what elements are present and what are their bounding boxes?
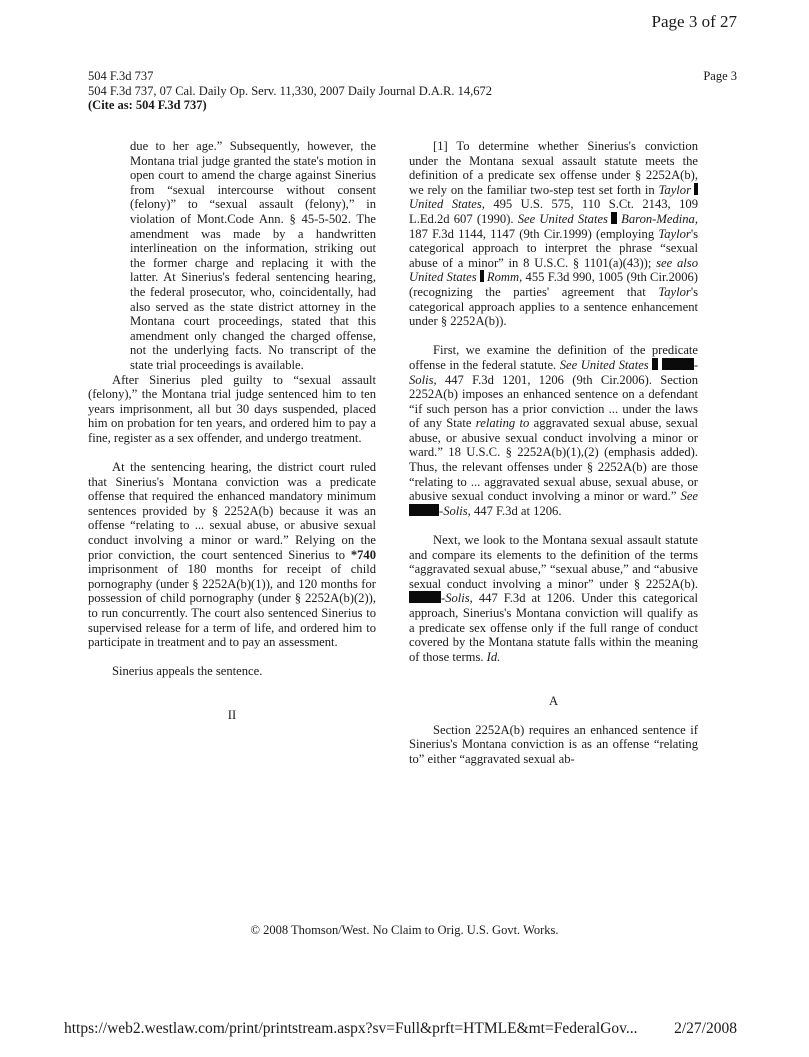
reporter-citation: 504 F.3d 737 (88, 69, 154, 83)
cite-as: (Cite as: 504 F.3d 737) (88, 98, 207, 112)
paragraph: Sinerius appeals the sentence. (112, 664, 263, 679)
paragraph: After Sinerius pled guilty to “sexual assault (felony),” the Montana trial judge sentenced him to ten years imprisonment, all but 30 days suspended, placed him on probation for ten years, and ordered him to pay a fine, register as a sex offender, and undergo treatment. (88, 372, 376, 445)
redaction (409, 504, 439, 516)
paragraph: At the sentencing hearing, the district court ruled that Sinerius's Montana conviction was a predicate offense that required the enhanced mandatory minimum sentences provided by § 2252A(b) because it was an offense “relating to ... sexual abuse, or abusive sexual conduct involving a minor or ward.” Relying on the prior conviction, the court sentenced Sinerius to *740 imprisonment of 180 months for receipt of child pornography (under § 2252A(b)(1)), and 120 months for possession of child pornography (under § 2252A(b)(2)), to run concurrently. The court also sentenced Sinerius to supervised release for a term of life, and ordered him to participate in treatment and to pay an assessment. (88, 460, 376, 650)
paragraph: First, we examine the definition of the predicate offense in the federal statute. See United States -Solis, 447 F.3d 1201, 1206 (9th Cir.2006). Section 2252A(b) imposes an enhanced sentence on a defendant “if such person has a prior conviction ... under the laws of any State relating to aggravated sexual abuse, sexual abuse, or abusive sexual conduct involving a minor or ward.” 18 U.S.C. § 2252A(b)(1),(2) (emphasis added). Thus, the relevant offenses under § 2252A(b) are those “relating to ... aggravated sexual abuse, sexual abuse, or abusive sexual conduct involving a minor or ward.” See -Solis, 447 F.3d at 1206. (409, 343, 699, 518)
section-heading: II (227, 708, 237, 723)
page-count: Page 3 of 27 (651, 12, 737, 31)
star-page: *740 (350, 547, 376, 562)
source-url: https://web2.westlaw.com/print/printstream.aspx?sv=Full&prft=HTMLE&mt=FederalGov... (64, 1020, 638, 1037)
paragraph: Section 2252A(b) requires an enhanced sentence if Sinerius's Montana conviction is as an offense “relating to” either “aggravated sexual ab- (409, 722, 698, 766)
paragraph: Next, we look to the Montana sexual assault statute and compare its elements to the definition of the terms “aggravated sexual abuse,” “sexual abuse,” and “abusive sexual conduct involving a minor” under § 2252A(b). -Solis, 447 F.3d at 1206. Under this categorical approach, Sinerius's Montana conviction will qualify as a predicate sex offense only if the full range of conduct covered by the Montana statute falls within the meaning of those terms. Id. (409, 533, 698, 664)
block-quote: due to her age.” Subsequently, however, the Montana trial judge granted the state's motion in open court to amend the charge against Sinerius from “sexual intercourse without consent (felony)” to “sexual assault (felony),” in violation of Mont.Code Ann. § 45-5-502. The amendment was made by a handwritten interlineation on the information, striking out the former charge and replacing it with the latter. At Sinerius's federal sentencing hearing, the federal prosecutor, who, coincidentally, had also served as the state district attorney in the Montana court proceedings, stated that this amendment only changed the charged offense, not the underlying facts. No transcript of the state trial proceedings is available. (130, 139, 376, 372)
redaction (694, 183, 698, 195)
copyright-notice: © 2008 Thomson/West. No Claim to Orig. U.S. Govt. Works. (250, 923, 559, 937)
parallel-citations: 504 F.3d 737, 07 Cal. Daily Op. Serv. 11,330, 2007 Daily Journal D.A.R. 14,672 (88, 83, 492, 98)
print-date: 2/27/2008 (674, 1020, 737, 1037)
paragraph: [1] To determine whether Sinerius's conviction under the Montana sexual assault statute meets the definition of a predicate sex offense under § 2252A(b), we rely on the familiar two-step test set forth in Taylor United States, 495 U.S. 575, 110 S.Ct. 2143, 109 L.Ed.2d 607 (1990). See United States Baron-Medina, 187 F.3d 1144, 1147 (9th Cir.1999) (employing Taylor's categorical approach to interpret the phrase “sexual abuse of a minor” in 8 U.S.C. § 1101(a)(43)); see also United States Romm, 455 F.3d 990, 1005 (9th Cir.2006) (recognizing the parties' agreement that Taylor's categorical approach applies to a sentence enhancement under § 2252A(b)). (409, 139, 698, 329)
redaction (652, 358, 658, 370)
right-column (409, 139, 698, 767)
citation-header (88, 69, 492, 113)
left-column (88, 139, 376, 723)
redaction (662, 358, 694, 370)
redaction (409, 591, 441, 603)
page-number: Page 3 (703, 69, 737, 83)
section-heading: A (548, 693, 559, 708)
